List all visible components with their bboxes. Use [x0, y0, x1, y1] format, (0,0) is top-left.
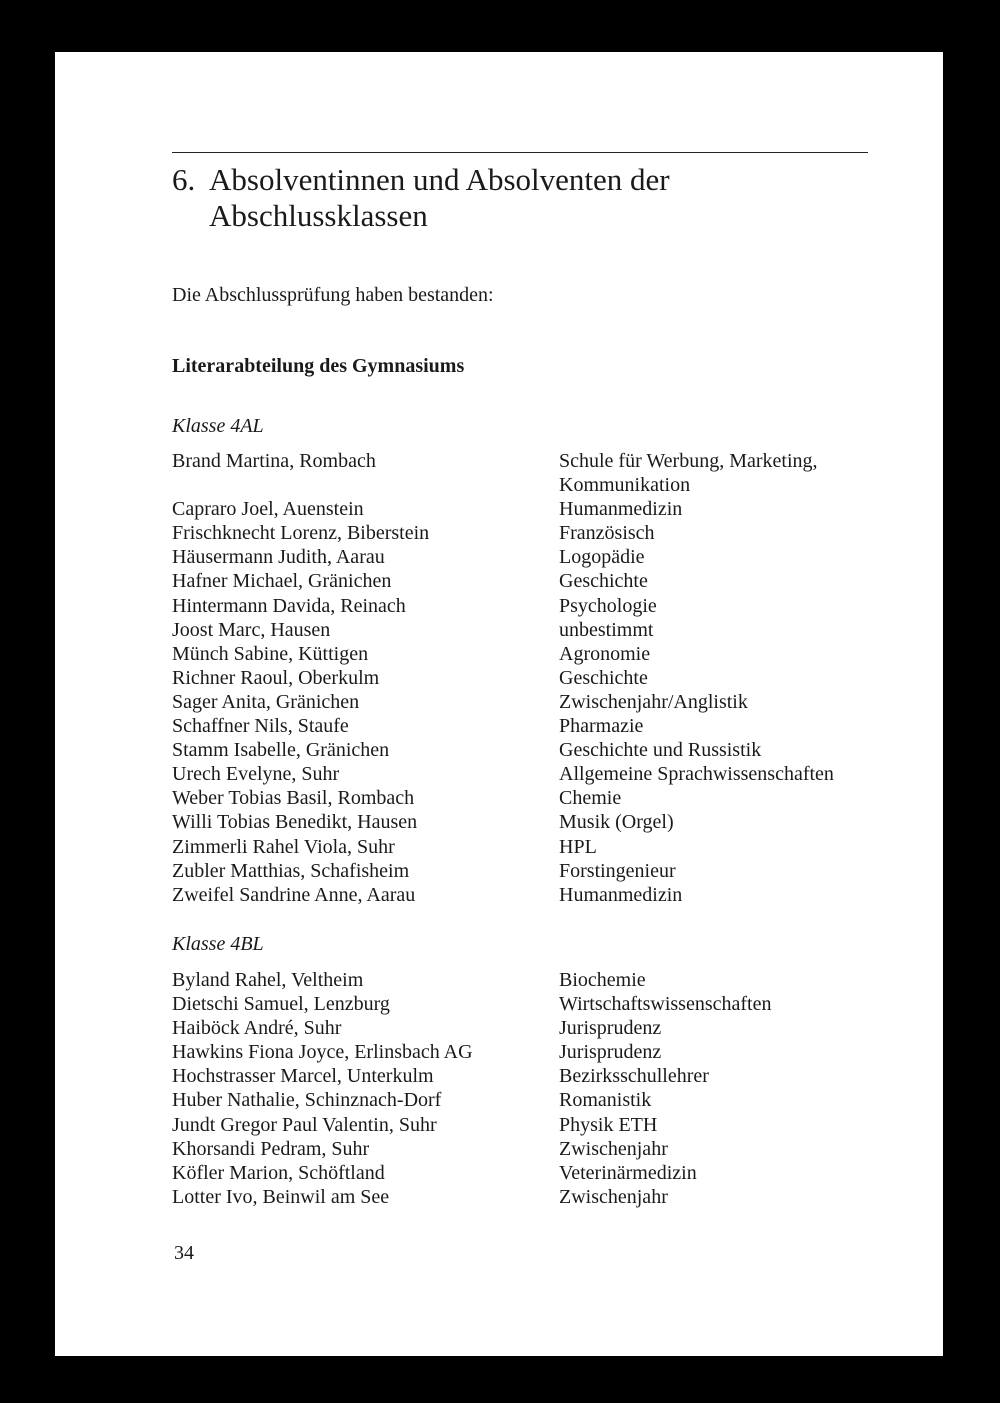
graduate-subject: Bezirksschullehrer	[559, 1065, 709, 1088]
graduate-subject: Physik ETH	[559, 1113, 658, 1136]
graduate-name: Hochstrasser Marcel, Unterkulm	[172, 1065, 434, 1088]
graduate-subject: Pharmazie	[559, 715, 644, 738]
graduate-subject	[559, 449, 872, 497]
title-line-1: Absolventinnen und Absolventen der	[209, 162, 670, 197]
graduate-subject: Biochemie	[559, 969, 646, 991]
list-item	[172, 810, 872, 834]
list-item	[172, 618, 872, 642]
graduate-subject: Geschichte	[559, 666, 648, 689]
graduate-subject: Musik (Orgel)	[559, 811, 674, 834]
graduate-name: Frischknecht Lorenz, Biberstein	[172, 522, 430, 545]
graduate-name: Urech Evelyne, Suhr	[172, 763, 340, 786]
class-list-4bl	[172, 968, 872, 1209]
graduate-name: Richner Raoul, Oberkulm	[172, 666, 380, 689]
list-item	[172, 497, 872, 521]
subject-line-2: Kommunikation	[559, 474, 691, 497]
graduate-subject: Zwischenjahr	[559, 1137, 668, 1160]
graduate-subject: Agronomie	[559, 642, 651, 665]
graduate-name: Zubler Matthias, Schafisheim	[172, 859, 410, 882]
list-item	[172, 883, 872, 907]
graduate-name: Huber Nathalie, Schinznach-Dorf	[172, 1089, 442, 1112]
list-item	[172, 762, 872, 786]
graduate-subject: Geschichte	[559, 570, 648, 593]
graduate-name: Sager Anita, Gränichen	[172, 690, 360, 713]
graduate-name: Joost Marc, Hausen	[172, 618, 331, 641]
list-item	[172, 859, 872, 883]
graduate-name: Weber Tobias Basil, Rombach	[172, 787, 415, 810]
intro-text: Die Abschlussprüfung haben bestanden:	[172, 284, 494, 306]
class-label-4al: Klasse 4AL	[172, 415, 264, 437]
graduate-name: Stamm Isabelle, Gränichen	[172, 739, 390, 762]
graduate-name: Khorsandi Pedram, Suhr	[172, 1137, 370, 1160]
list-item	[172, 835, 872, 859]
graduate-subject: Jurisprudenz	[559, 1017, 662, 1040]
graduate-name: Brand Martina, Rombach	[172, 450, 376, 472]
graduate-name: Dietschi Samuel, Lenzburg	[172, 993, 390, 1016]
section-title: Literarabteilung des Gymnasiums	[172, 355, 465, 377]
graduate-subject: Forstingenieur	[559, 859, 676, 882]
graduate-subject: Humanmedizin	[559, 883, 683, 906]
graduate-name: Zweifel Sandrine Anne, Aarau	[172, 883, 416, 906]
graduate-name: Lotter Ivo, Beinwil am See	[172, 1185, 390, 1208]
list-item	[172, 1040, 872, 1064]
graduate-name: Köfler Marion, Schöftland	[172, 1161, 385, 1184]
list-item	[172, 1185, 872, 1209]
graduate-name: Byland Rahel, Veltheim	[172, 969, 364, 991]
graduate-subject: Geschichte und Russistik	[559, 739, 762, 762]
page-number: 34	[174, 1242, 194, 1264]
graduate-name: Hintermann Davida, Reinach	[172, 594, 406, 617]
list-item	[172, 992, 872, 1016]
graduate-subject: Zwischenjahr	[559, 1185, 668, 1208]
graduate-subject: Logopädie	[559, 546, 645, 569]
list-item	[172, 1016, 872, 1040]
list-item	[172, 714, 872, 738]
list-item	[172, 521, 872, 545]
graduate-subject: Wirtschaftswissenschaften	[559, 993, 772, 1016]
heading-rule	[172, 152, 868, 153]
graduate-subject: HPL	[559, 835, 597, 858]
graduate-subject: Jurisprudenz	[559, 1041, 662, 1064]
list-item	[172, 738, 872, 762]
graduate-subject: Französisch	[559, 522, 655, 545]
list-item	[172, 545, 872, 569]
graduate-name: Capraro Joel, Auenstein	[172, 498, 364, 521]
list-item	[172, 968, 872, 992]
list-item	[172, 449, 872, 497]
graduate-name: Zimmerli Rahel Viola, Suhr	[172, 835, 395, 858]
graduate-name: Willi Tobias Benedikt, Hausen	[172, 811, 418, 834]
graduate-subject: Psychologie	[559, 594, 657, 617]
list-item	[172, 1137, 872, 1161]
graduate-name: Schaffner Nils, Staufe	[172, 715, 349, 738]
list-item	[172, 666, 872, 690]
list-item	[172, 1161, 872, 1185]
class-list-4al	[172, 449, 872, 907]
graduate-subject: unbestimmt	[559, 618, 654, 641]
list-item	[172, 642, 872, 666]
list-item	[172, 569, 872, 593]
graduate-subject: Zwischenjahr/Anglistik	[559, 690, 748, 713]
list-item	[172, 1088, 872, 1112]
graduate-name: Jundt Gregor Paul Valentin, Suhr	[172, 1113, 437, 1136]
graduate-name: Hawkins Fiona Joyce, Erlinsbach AG	[172, 1041, 473, 1064]
list-item	[172, 594, 872, 618]
graduate-name: Münch Sabine, Küttigen	[172, 642, 369, 665]
list-item	[172, 1113, 872, 1137]
list-item	[172, 1064, 872, 1088]
graduate-name: Hafner Michael, Gränichen	[172, 570, 392, 593]
graduate-subject: Humanmedizin	[559, 498, 683, 521]
list-item	[172, 690, 872, 714]
subject-line-1: Schule für Werbung, Marketing,	[559, 450, 818, 472]
graduate-subject: Chemie	[559, 787, 622, 810]
page-title	[172, 162, 872, 234]
list-item	[172, 786, 872, 810]
title-line-2: Abschlussklassen	[209, 198, 428, 233]
class-label-4bl: Klasse 4BL	[172, 933, 264, 955]
graduate-subject: Romanistik	[559, 1089, 652, 1112]
graduate-subject: Veterinärmedizin	[559, 1161, 697, 1184]
chapter-number: 6.	[172, 162, 196, 197]
graduate-name: Häusermann Judith, Aarau	[172, 546, 385, 569]
graduate-name: Haiböck André, Suhr	[172, 1017, 342, 1040]
graduate-subject: Allgemeine Sprachwissenschaften	[559, 763, 834, 786]
